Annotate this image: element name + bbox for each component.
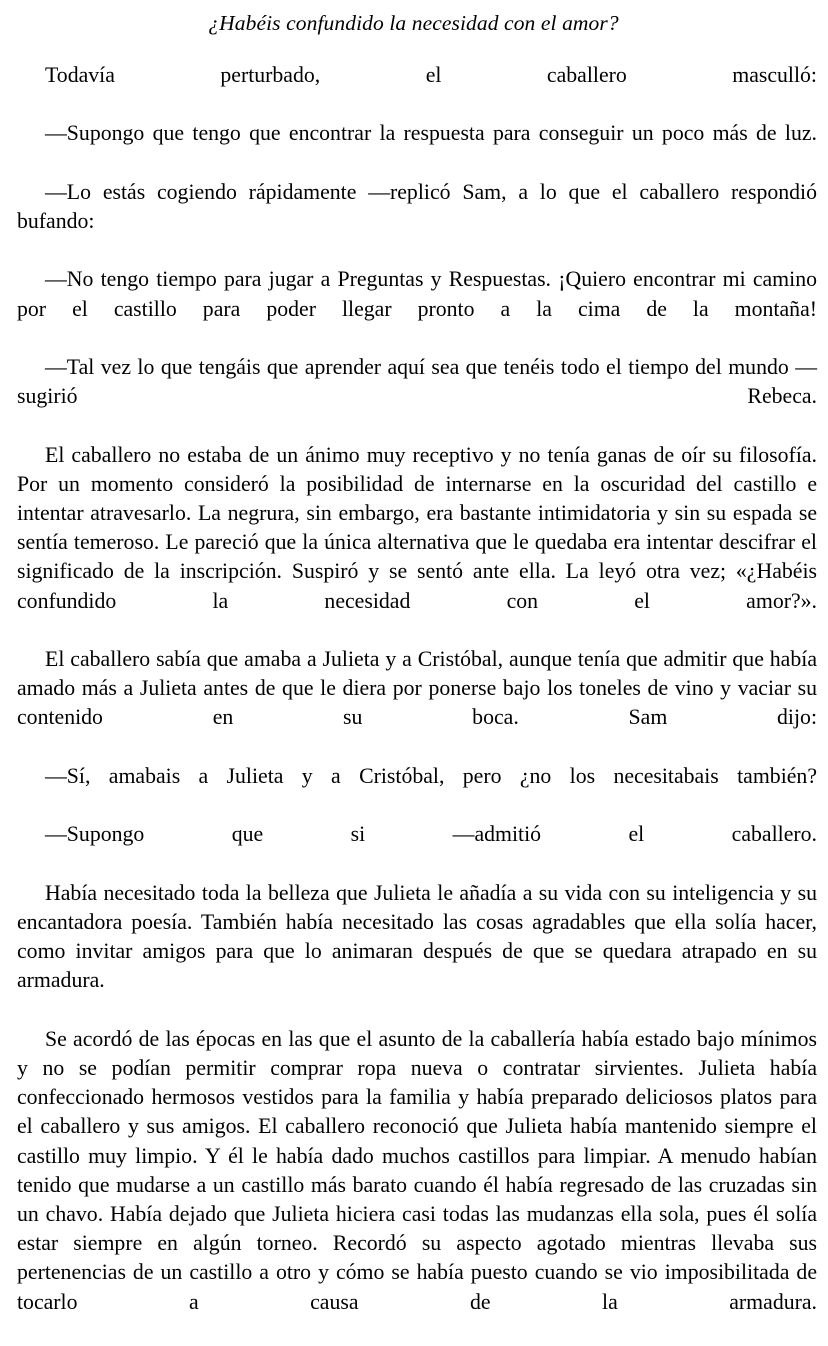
narration-paragraph: Se acordó de las épocas en las que el asunto de la caballería había estado bajo mínimos y no se podían permitir comprar ropa nueva o contratar sirvientes. Julieta había confeccionado hermosos vestidos para la familia y había preparado deliciosos platos para el caballero y sus amigos. El caballero reconoció que Julieta había mantenido siempre el castillo muy limpio. Y él le había dado muchos castillos para limpiar. A menudo habían tenido que mudarse a un castillo más barato cuando él había regresado de las cruzadas sin un chavo. Había dejado que Julieta hiciera casi todas las mudanzas ella sola, pues él solía estar siempre en algún torneo. Recordó su aspecto agotado mientras llevaba sus pertenencias de un castillo a otro y cómo se había puesto cuando se vio imposibilitada de tocarlo a causa de la armadura. xyxy=(17,1026,817,1314)
dialogue-paragraph: —No tengo tiempo para jugar a Preguntas y Respuestas. ¡Quiero encontrar mi camino por el castillo para poder llegar pronto a la cima de la montaña! xyxy=(17,267,817,321)
narration-paragraph: Había necesitado toda la belleza que Julieta le añadía a su vida con su inteligencia y su encantadora poesía. También había necesitado las cosas agradables que ella solía hacer, como invitar amigos para que lo animaran después de que se quedara atrapado en su armadura. xyxy=(17,880,817,993)
narration-paragraph: El caballero no estaba de un ánimo muy receptivo y no tenía ganas de oír su filosofía. Por un momento consideró la posibilidad de internarse en la oscuridad del castillo e intentar atravesarlo. La negrura, sin embargo, era bastante intimidatoria y sin su espada se sentía temeroso. Le pareció que la única alternativa que le quedaba era intentar descifrar el significado de la inscripción. Suspiró y se sentó ante ella. La leyó otra vez; «¿Habéis confundido la necesidad con el amor?». xyxy=(17,442,817,613)
dialogue-paragraph: —Lo estás cogiendo rápidamente —replicó Sam, a lo que el caballero respondió bufando: xyxy=(17,179,817,234)
dialogue-paragraph: —Supongo que tengo que encontrar la respuesta para conseguir un poco más de luz. xyxy=(45,121,817,146)
dialogue-paragraph: —Sí, amabais a Julieta y a Cristóbal, pero ¿no los necesitabais también? xyxy=(45,763,817,788)
narration-paragraph: Todavía perturbado, el caballero masculló: xyxy=(45,63,817,87)
dialogue-paragraph: —Tal vez lo que tengáis que aprender aquí sea que tenéis todo el tiempo del mundo —sugirió Rebeca. xyxy=(17,355,817,409)
body-text-block xyxy=(17,61,822,1346)
running-header: ¿Habéis confundido la necesidad con el amor? xyxy=(208,11,619,35)
dialogue-paragraph: —Supongo que si —admitió el caballero. xyxy=(45,822,817,847)
narration-paragraph: El caballero sabía que amaba a Julieta y a Cristóbal, aunque tenía que admitir que había amado más a Julieta antes de que le diera por ponerse bajo los toneles de vino y vaciar su contenido en su boca. Sam dijo: xyxy=(17,647,817,730)
header-spacer xyxy=(17,38,822,61)
